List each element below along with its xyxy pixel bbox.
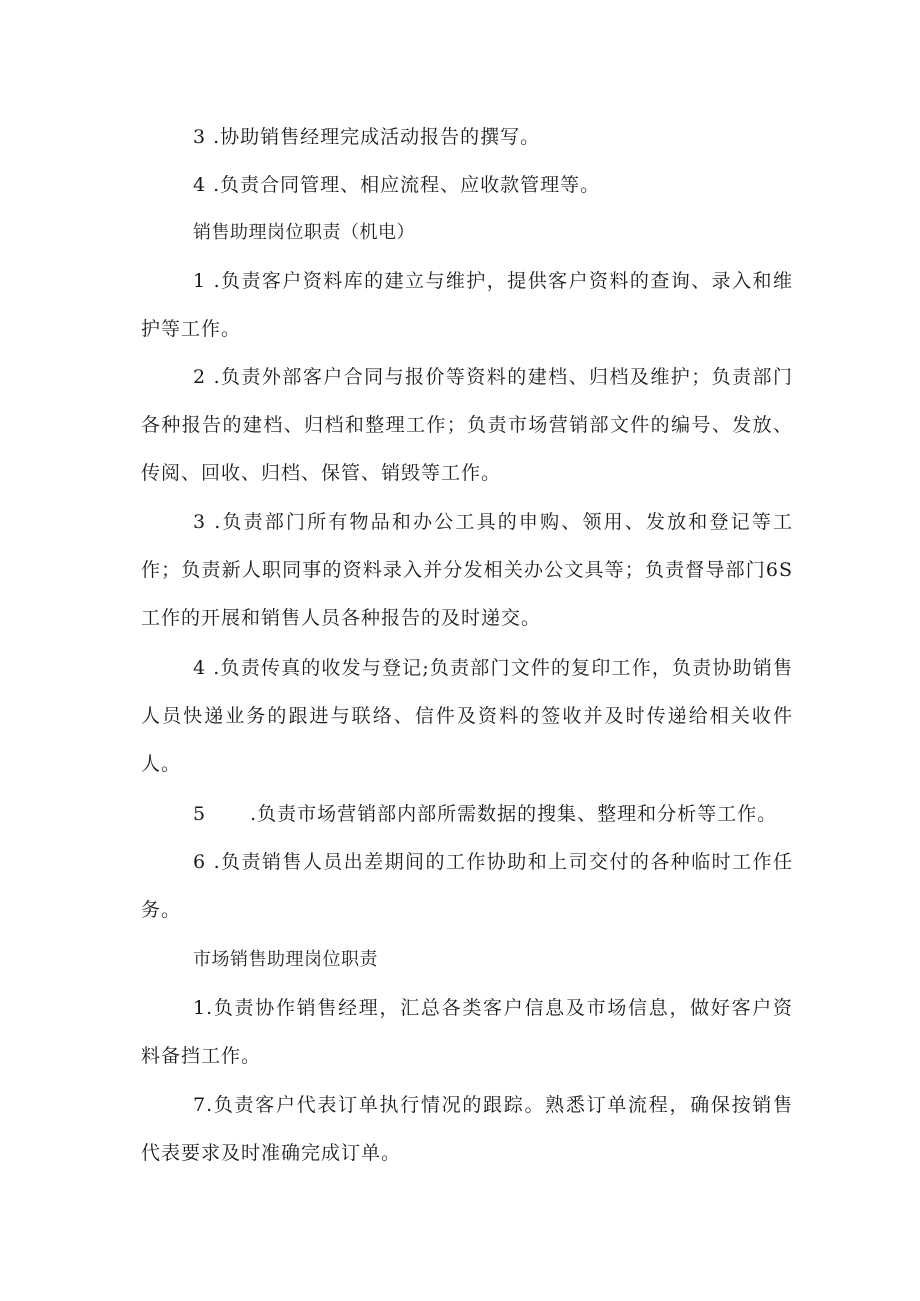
paragraph-item-4: 4 .负责合同管理、相应流程、应收款管理等。 (193, 174, 601, 196)
paragraph-duty-4: 4 .负责传真的收发与登记;负责部门文件的复印工作，负责协助销售人员快递业务的跟进与联络、信件及资料的签收并及时传递给相关收件人。 (141, 657, 793, 775)
duty-5-text: .负责市场营销部内部所需数据的搜集、整理和分析等工作。 (250, 803, 778, 825)
section-heading-market-sales-assistant: 市场销售助理岗位职责 (193, 949, 378, 970)
paragraph-market-duty-1: 1.负责协作销售经理，汇总各类客户信息及市场信息，做好客户资料备挡工作。 (141, 997, 793, 1067)
paragraph-duty-5 (141, 790, 793, 838)
paragraph-duty-2: 2 .负责外部客户合同与报价等资料的建档、归档及维护；负责部门各种报告的建档、归档和整理工作；负责市场营销部文件的编号、发放、传阅、回收、归档、保管、销毁等工作。 (141, 366, 793, 484)
section-heading-sales-assistant-mechatronics: 销售助理岗位职责（机电） (193, 222, 415, 243)
paragraph-duty-1: 1 .负责客户资料库的建立与维护，提供客户资料的查询、录入和维护等工作。 (141, 270, 793, 340)
paragraph-duty-6: 6 .负责销售人员出差期间的工作协助和上司交付的各种临时工作任务。 (141, 851, 793, 921)
duty-5-number: 5 (193, 803, 207, 825)
paragraph-market-duty-7: 7.负责客户代表订单执行情况的跟踪。熟悉订单流程，确保按销售代表要求及时准确完成订单。 (141, 1094, 793, 1164)
paragraph-item-3: 3 .协助销售经理完成活动报告的撰写。 (193, 126, 541, 148)
paragraph-duty-3: 3 .负责部门所有物品和办公工具的申购、领用、发放和登记等工作；负责新人职同事的资料录入并分发相关办公文具等；负责督导部门6S工作的开展和销售人员各种报告的及时递交。 (141, 511, 793, 629)
